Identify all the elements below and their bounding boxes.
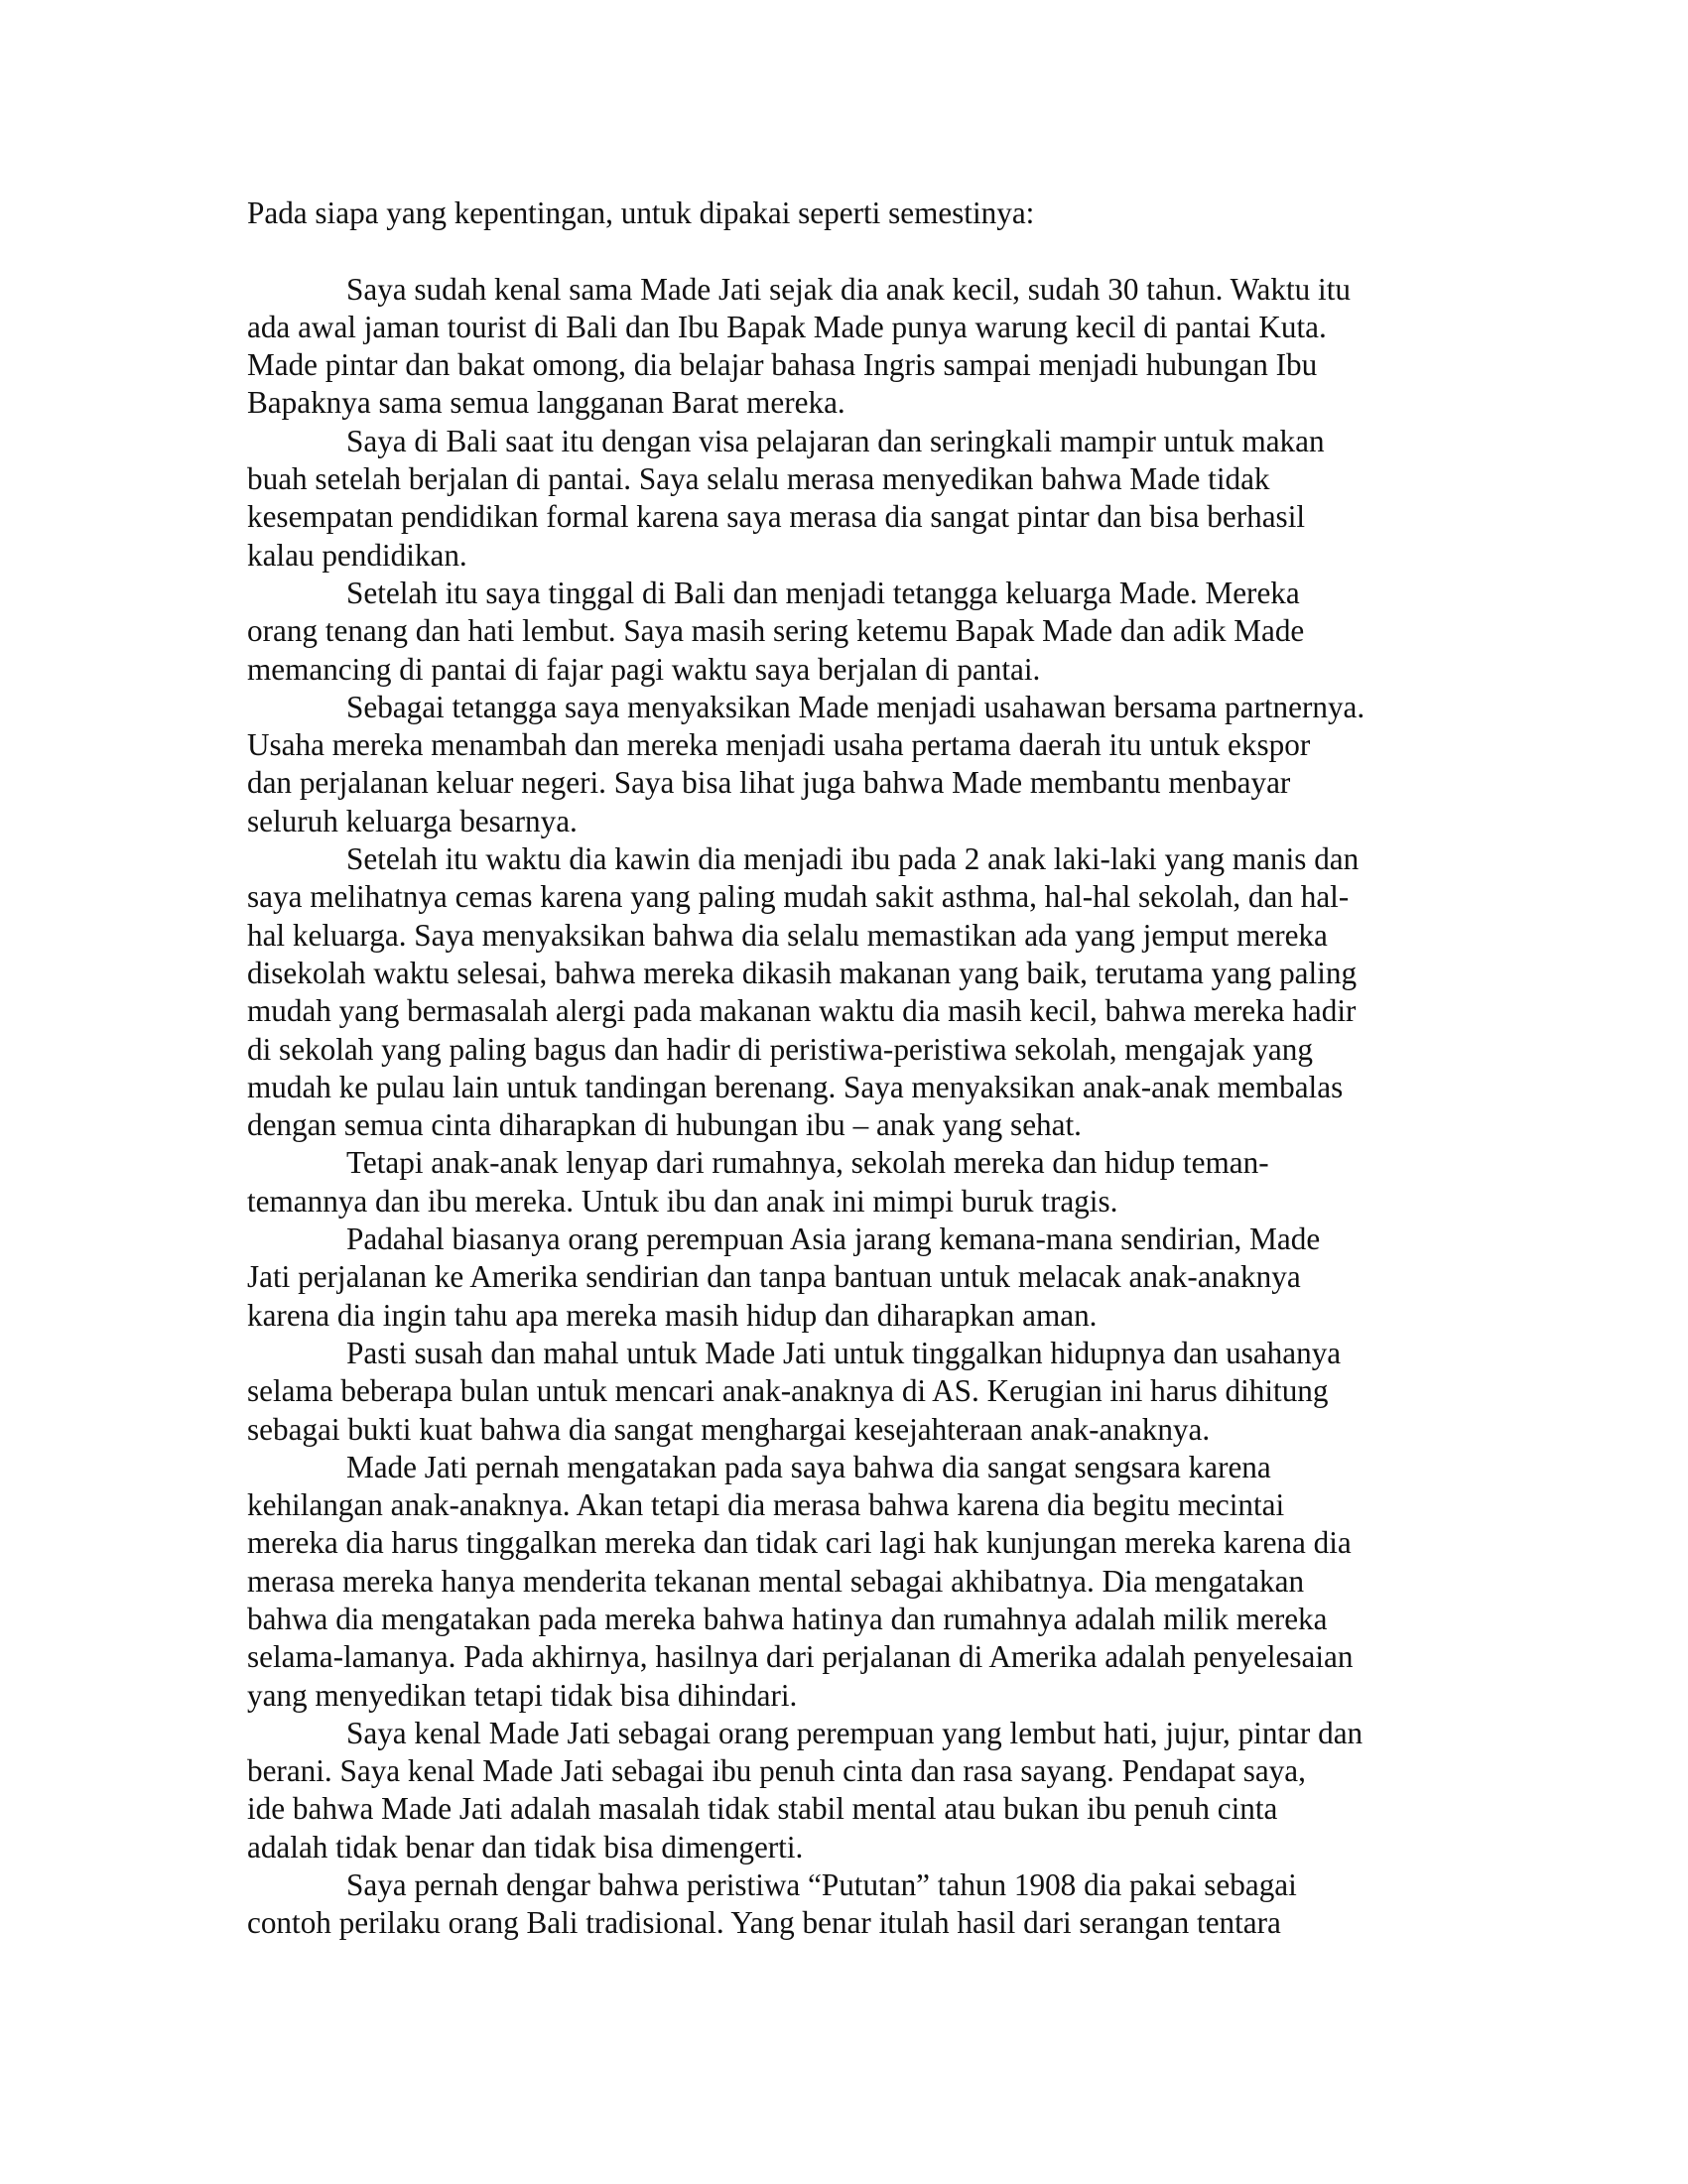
paragraph-line: mudah yang bermasalah alergi pada makanan waktu dia masih kecil, bahwa mereka hadir	[247, 993, 1357, 1029]
letter-paragraph	[247, 1866, 1448, 1943]
paragraph-line: Tetapi anak-anak lenyap dari rumahnya, sekolah mereka dan hidup teman-	[346, 1145, 1269, 1181]
paragraph-line: temannya dan ibu mereka. Untuk ibu dan anak ini mimpi buruk tragis.	[247, 1183, 1118, 1219]
paragraph-line: merasa mereka hanya menderita tekanan mental sebagai akhibatnya. Dia mengatakan	[247, 1563, 1305, 1599]
paragraph-line: Padahal biasanya orang perempuan Asia jarang kemana-mana sendirian, Made	[346, 1221, 1321, 1257]
paragraph-line: Bapaknya sama semua langganan Barat mereka.	[247, 385, 845, 421]
paragraph-line: berani. Saya kenal Made Jati sebagai ibu penuh cinta dan rasa sayang. Pendapat saya,	[247, 1753, 1306, 1789]
paragraph-line: seluruh keluarga besarnya.	[247, 803, 578, 838]
paragraph-line: saya melihatnya cemas karena yang paling mudah sakit asthma, hal-hal sekolah, dan hal-	[247, 879, 1350, 915]
paragraph-line: Setelah itu waktu dia kawin dia menjadi ibu pada 2 anak laki-laki yang manis dan	[346, 841, 1360, 877]
paragraph-line: ide bahwa Made Jati adalah masalah tidak stabil mental atau bukan ibu penuh cinta	[247, 1791, 1278, 1827]
letter-paragraph	[247, 575, 1448, 689]
paragraph-line: Setelah itu saya tinggal di Bali dan menjadi tetangga keluarga Made. Mereka	[346, 575, 1300, 610]
paragraph-line: kehilangan anak-anaknya. Akan tetapi dia merasa bahwa karena dia begitu mecintai	[247, 1487, 1285, 1523]
letter-paragraph	[247, 1144, 1448, 1220]
paragraph-line: mereka dia harus tinggalkan mereka dan tidak cari lagi hak kunjungan mereka karena dia	[247, 1525, 1352, 1561]
paragraph-line: disekolah waktu selesai, bahwa mereka dikasih makanan yang baik, terutama yang paling	[247, 955, 1358, 990]
letter-salutation: Pada siapa yang kepentingan, untuk dipakai seperti semestinya:	[247, 195, 1035, 230]
paragraph-line: Jati perjalanan ke Amerika sendirian dan tanpa bantuan untuk melacak anak-anaknya	[247, 1259, 1301, 1295]
letter-paragraph	[247, 840, 1448, 1144]
paragraph-line: kalau pendidikan.	[247, 537, 467, 573]
paragraph-line: kesempatan pendidikan formal karena saya merasa dia sangat pintar dan bisa berhasil	[247, 499, 1306, 535]
paragraph-line: mudah ke pulau lain untuk tandingan berenang. Saya menyaksikan anak-anak membalas	[247, 1069, 1344, 1104]
paragraph-line: adalah tidak benar dan tidak bisa dimengerti.	[247, 1829, 804, 1864]
paragraph-line: karena dia ingin tahu apa mereka masih hidup dan diharapkan aman.	[247, 1297, 1098, 1333]
paragraph-line: ada awal jaman tourist di Bali dan Ibu Bapak Made punya warung kecil di pantai Kuta.	[247, 309, 1327, 344]
letter-paragraph	[247, 689, 1448, 840]
paragraph-line: Saya sudah kenal sama Made Jati sejak dia anak kecil, sudah 30 tahun. Waktu itu	[346, 271, 1351, 307]
paragraph-line: Saya kenal Made Jati sebagai orang perempuan yang lembut hati, jujur, pintar dan	[346, 1715, 1363, 1750]
letter-paragraphs	[247, 271, 1448, 1943]
paragraph-line: di sekolah yang paling bagus dan hadir di peristiwa-peristiwa sekolah, mengajak yang	[247, 1031, 1313, 1067]
paragraph-line: Saya pernah dengar bahwa peristiwa “Pututan” tahun 1908 dia pakai sebagai	[346, 1867, 1297, 1903]
letter-paragraph	[247, 1449, 1448, 1715]
paragraph-line: selama beberapa bulan untuk mencari anak-anaknya di AS. Kerugian ini harus dihitung	[247, 1373, 1329, 1409]
letter-paragraph	[247, 1715, 1448, 1866]
paragraph-line: memancing di pantai di fajar pagi waktu saya berjalan di pantai.	[247, 651, 1041, 687]
paragraph-line: Pasti susah dan mahal untuk Made Jati untuk tinggalkan hidupnya dan usahanya	[346, 1335, 1342, 1370]
paragraph-line: dan perjalanan keluar negeri. Saya bisa lihat juga bahwa Made membantu menbayar	[247, 765, 1291, 801]
paragraph-line: Sebagai tetangga saya menyaksikan Made menjadi usahawan bersama partnernya.	[346, 689, 1365, 724]
letter-paragraph	[247, 271, 1448, 423]
paragraph-line: sebagai bukti kuat bahwa dia sangat menghargai kesejahteraan anak-anaknya.	[247, 1411, 1211, 1447]
letter-body	[247, 194, 1448, 1943]
paragraph-line: hal keluarga. Saya menyaksikan bahwa dia selalu memastikan ada yang jemput mereka	[247, 917, 1328, 953]
letter-paragraph	[247, 423, 1448, 575]
letter-paragraph	[247, 1335, 1448, 1449]
paragraph-line: yang menyedikan tetapi tidak bisa dihindari.	[247, 1677, 798, 1713]
paragraph-line: Usaha mereka menambah dan mereka menjadi usaha pertama daerah itu untuk ekspor	[247, 727, 1311, 763]
paragraph-line: orang tenang dan hati lembut. Saya masih sering ketemu Bapak Made dan adik Made	[247, 613, 1305, 649]
paragraph-line: Made Jati pernah mengatakan pada saya bahwa dia sangat sengsara karena	[346, 1449, 1271, 1484]
paragraph-line: Saya di Bali saat itu dengan visa pelajaran dan seringkali mampir untuk makan	[346, 423, 1325, 458]
paragraph-line: contoh perilaku orang Bali tradisional. Yang benar itulah hasil dari serangan tentara	[247, 1905, 1281, 1941]
paragraph-line: buah setelah berjalan di pantai. Saya selalu merasa menyedikan bahwa Made tidak	[247, 461, 1270, 497]
letter-paragraph	[247, 1220, 1448, 1335]
paragraph-line: bahwa dia mengatakan pada mereka bahwa hatinya dan rumahnya adalah milik mereka	[247, 1601, 1328, 1636]
paragraph-line: dengan semua cinta diharapkan di hubungan ibu – anak yang sehat.	[247, 1107, 1082, 1143]
paragraph-line: selama-lamanya. Pada akhirnya, hasilnya dari perjalanan di Amerika adalah penyelesaian	[247, 1639, 1354, 1675]
paragraph-line: Made pintar dan bakat omong, dia belajar bahasa Ingris sampai menjadi hubungan Ibu	[247, 347, 1318, 383]
